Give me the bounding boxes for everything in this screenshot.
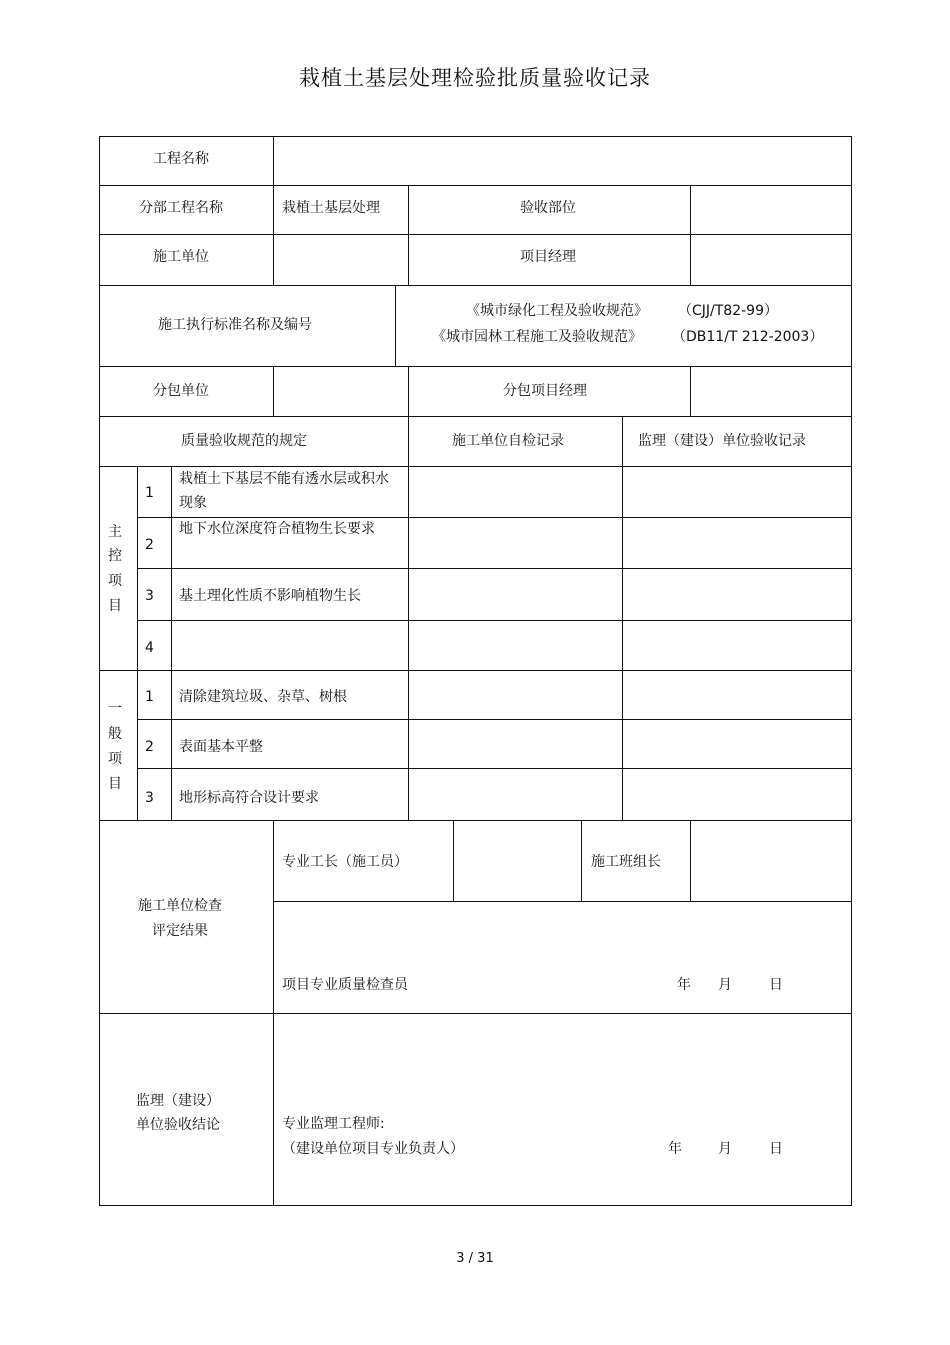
- row-divider: [99, 1013, 852, 1014]
- col-divider: [137, 466, 138, 820]
- date-day: 日: [769, 977, 783, 993]
- col-divider: [690, 820, 691, 901]
- col-divider: [690, 185, 691, 285]
- construction-unit-label: 施工单位: [153, 249, 209, 265]
- row-divider: [99, 820, 852, 821]
- col-divider: [690, 366, 691, 416]
- general-item-text: 表面基本平整: [179, 739, 263, 755]
- date-month: 月: [718, 977, 732, 993]
- page-number: 3 / 31: [456, 1251, 494, 1266]
- col-divider: [395, 285, 396, 366]
- col-divider: [171, 466, 172, 820]
- supervising-engineer-label: 专业监理工程师:: [282, 1116, 385, 1132]
- row-divider: [137, 568, 852, 569]
- construction-check-label: 施工单位检查: [138, 898, 222, 914]
- main-items-label-char: 目: [108, 598, 122, 614]
- acceptance-part-label: 验收部位: [520, 200, 576, 216]
- col-divider: [273, 820, 274, 1206]
- document-title: 栽植土基层处理检验批质量验收记录: [299, 66, 651, 90]
- row-divider: [137, 620, 852, 621]
- date-year: 年: [677, 977, 691, 993]
- date-month: 月: [718, 1141, 732, 1157]
- general-items-label-char: 目: [108, 776, 122, 792]
- sub-project-label: 分部工程名称: [139, 200, 223, 216]
- date-day: 日: [769, 1141, 783, 1157]
- main-item-text: 基土理化性质不影响植物生长: [179, 588, 361, 604]
- supervision-conclusion-label: 监理（建设）: [136, 1093, 220, 1109]
- row-divider: [137, 719, 852, 720]
- quality-inspector-label: 项目专业质量检查员: [282, 977, 408, 993]
- sub-project-value: 栽植土基层处理: [282, 200, 380, 216]
- subcontract-manager-label: 分包项目经理: [503, 383, 587, 399]
- general-item-text: 清除建筑垃圾、杂草、树根: [179, 689, 347, 705]
- general-item-number: 1: [145, 689, 154, 705]
- row-divider: [137, 768, 852, 769]
- main-item-number: 3: [145, 588, 154, 604]
- general-items-label-char: 般: [108, 726, 122, 742]
- col-divider: [273, 136, 274, 285]
- main-item-text: 栽植土下基层不能有透水层或积水现象: [179, 471, 389, 511]
- spec-column-header: 质量验收规范的规定: [181, 433, 307, 449]
- main-item-number: 2: [145, 537, 154, 553]
- general-item-number: 2: [145, 739, 154, 755]
- supervision-conclusion-label: 单位验收结论: [136, 1117, 220, 1133]
- self-check-column-header: 施工单位自检记录: [452, 433, 564, 449]
- col-divider: [622, 416, 623, 820]
- main-items-label-char: 主: [108, 524, 122, 540]
- row-divider: [99, 234, 852, 235]
- standard-2-code: （DB11/T 212-2003）: [672, 329, 824, 345]
- main-items-label-char: 控: [108, 548, 122, 564]
- col-divider: [453, 820, 454, 901]
- general-items-label-char: 一: [108, 701, 122, 717]
- col-divider: [408, 366, 409, 820]
- col-divider: [273, 366, 274, 416]
- general-items-label-char: 项: [108, 751, 122, 767]
- row-divider: [99, 366, 852, 367]
- construction-check-label: 评定结果: [152, 923, 208, 939]
- row-divider: [99, 670, 852, 671]
- standard-1-code: （CJJ/T82-99）: [678, 303, 778, 319]
- row-divider: [99, 285, 852, 286]
- col-divider: [581, 820, 582, 901]
- foreman-label: 专业工长（施工员）: [282, 854, 408, 870]
- project-manager-label: 项目经理: [520, 249, 576, 265]
- date-year: 年: [668, 1141, 682, 1157]
- subcontractor-label: 分包单位: [153, 383, 209, 399]
- row-divider: [99, 185, 852, 186]
- general-item-number: 3: [145, 790, 154, 806]
- row-divider: [99, 416, 852, 417]
- project-name-label: 工程名称: [153, 151, 209, 167]
- general-item-text: 地形标高符合设计要求: [179, 790, 319, 806]
- supervision-column-header: 监理（建设）单位验收记录: [638, 433, 806, 449]
- row-divider: [273, 901, 852, 902]
- team-leader-label: 施工班组长: [591, 854, 661, 870]
- col-divider: [408, 185, 409, 285]
- owner-representative-label: （建设单位项目专业负责人）: [282, 1141, 464, 1157]
- form-table: [99, 136, 852, 1206]
- main-items-label-char: 项: [108, 573, 122, 589]
- standard-1-name: 《城市绿化工程及验收规范》: [466, 303, 648, 319]
- standard-label: 施工执行标准名称及编号: [158, 317, 312, 333]
- main-item-text: 地下水位深度符合植物生长要求: [179, 521, 375, 537]
- main-item-number: 1: [145, 485, 154, 501]
- main-item-number: 4: [145, 640, 154, 656]
- standard-2-name: 《城市园林工程施工及验收规范》: [432, 329, 642, 345]
